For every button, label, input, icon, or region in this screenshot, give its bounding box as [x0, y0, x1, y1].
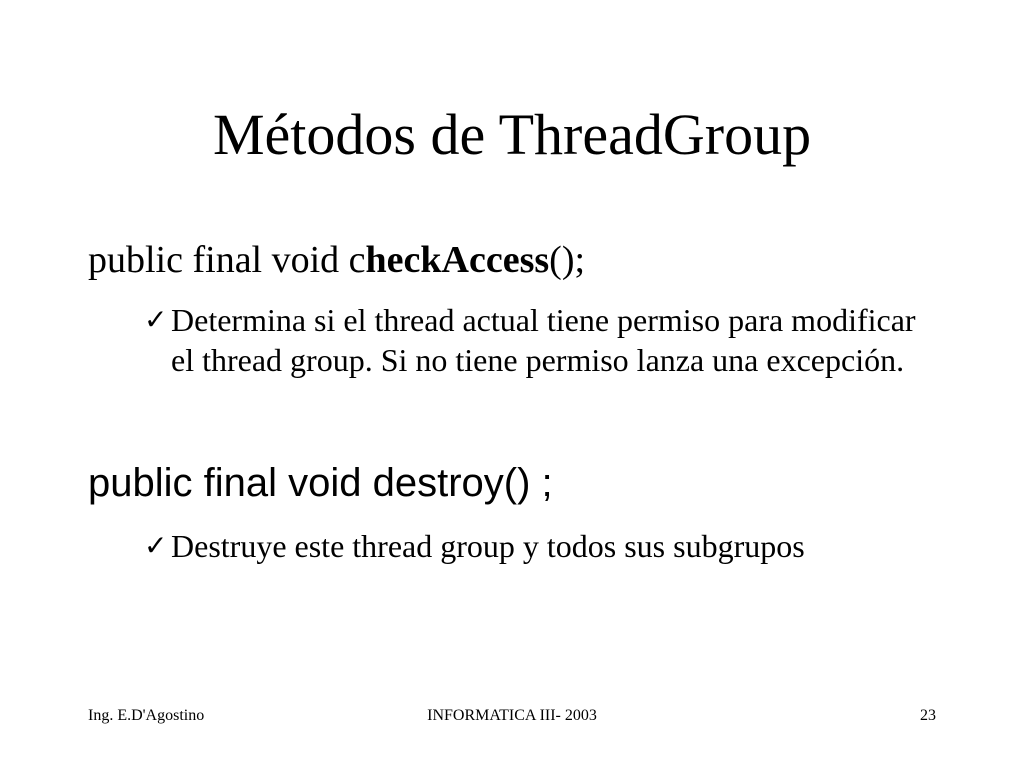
method-signature-prefix: public final void c: [88, 239, 366, 281]
footer-page-number: 23: [920, 707, 936, 724]
bullet-text: Destruye este thread group y todos sus subgrupos: [171, 528, 805, 564]
bullet-item-checkaccess: [144, 300, 944, 380]
bullet-text: Determina si el thread actual tiene permiso para modificar el thread group. Si no tiene permiso lanza una excepción.: [171, 302, 916, 378]
check-icon: ✓: [144, 529, 168, 562]
bullet-item-destroy: [144, 526, 944, 566]
footer-course: INFORMATICA III- 2003: [427, 707, 597, 724]
footer-author: Ing. E.D'Agostino: [88, 707, 205, 724]
slide-title: Métodos de ThreadGroup: [212, 102, 812, 167]
method-heading-checkaccess: [88, 238, 585, 282]
method-name-bold: heckAccess: [365, 239, 550, 281]
method-heading-destroy: public final void destroy() ;: [88, 461, 553, 505]
method-signature-suffix: ();: [549, 239, 586, 281]
check-icon: ✓: [144, 303, 168, 336]
